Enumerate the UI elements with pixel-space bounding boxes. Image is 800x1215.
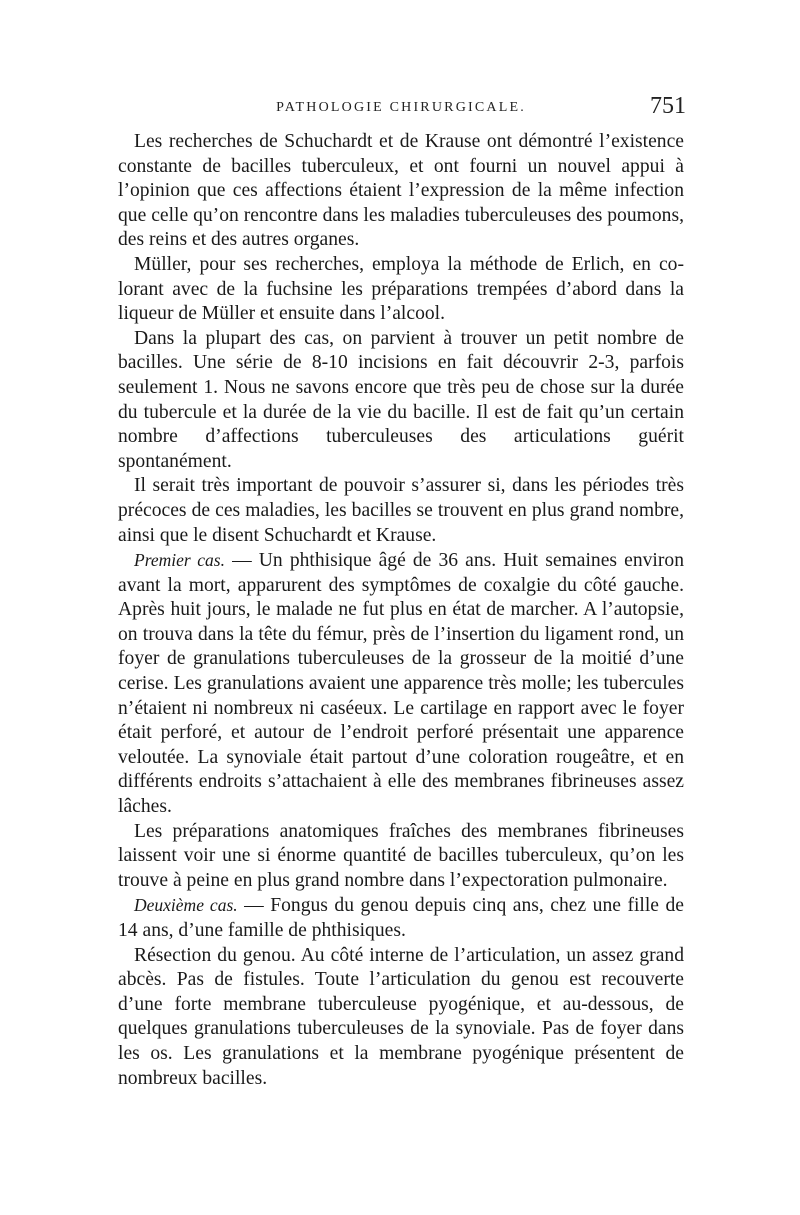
paragraph-2 xyxy=(118,253,684,327)
page-number: 751 xyxy=(650,93,686,119)
paragraph-text: Il serait très important de pouvoir s’assurer si, dans les périodes très précoces de ces maladies, les bacilles se trouvent en plus grand nombre, ainsi que le disent Schuchardt et Krause. xyxy=(118,475,684,546)
paragraph-text: Résection du genou. Au côté interne de l’articulation, un assez grand abcès. Pas de fistules. Toute l’articulation du genou est recouverte d’une forte membrane tuberculeuse pyogénique, et au-dessous, de quelques granulations tuberculeuses de la synoviale. Pas de foyer dans les os. Les granulations et la membrane pyogénique présentent de nombreux bacilles. xyxy=(118,944,684,1089)
paragraph-1 xyxy=(118,130,684,253)
paragraph-4 xyxy=(118,474,684,548)
paragraph-text: Les recherches de Schuchardt et de Krause ont démontré l’existence constante de bacilles tuberculeux, et ont fourni un nouvel appui à l’opinion que ces affections étaient l’expression de la même infection que celle qu’on rencontre dans les maladies tuberculeuses des poumons, des reins et des autres organes. xyxy=(118,131,684,251)
body-text xyxy=(118,130,684,1091)
case-heading: Deuxième cas. xyxy=(134,895,238,916)
paragraph-text: Müller, pour ses recherches, employa la méthode de Erlich, en colorant avec de la fuchsine les préparations trempées d’abord dans la liqueur de Müller et ensuite dans l’alcool. xyxy=(118,253,684,325)
running-header xyxy=(118,93,686,122)
case-heading: Premier cas. xyxy=(134,550,225,571)
paragraph-text: Les préparations anatomiques fraîches des membranes fibrineuses laissent voir une si énorme quantité de bacilles tuberculeux, qu’on les trouve à peine en plus grand nombre dans l’expectoration pulmonaire. xyxy=(118,820,684,891)
paragraph-8 xyxy=(118,944,684,1092)
paragraph-text: — Un phthisique âgé de 36 ans. Huit semaines environ avant la mort, apparurent des symptômes de coxalgie du côté gauche. Après huit jours, le malade ne fut plus en état de marcher. A l’autopsie, on trouva dans la tête du fémur, près de l’insertion du ligament rond, un foyer de granulations tuberculeuses de la grosseur de la moitié d’une cerise. Les granulations avaient une apparence très molle; les tubercules n’étaient ni nombreux ni caséeux. Le cartilage en rapport avec le foyer était perforé, et autour de l’endroit perforé présentait une apparence veloutée. La synoviale était partout d’une coloration rougeâtre, et en différents endroits s’attachaient à elle des membranes fibrineuses assez lâches. xyxy=(118,550,684,818)
paragraph-5 xyxy=(118,548,684,820)
paragraph-6 xyxy=(118,820,684,894)
paragraph-text: Dans la plupart des cas, on parvient à trouver un petit nombre de bacilles. Une série de 8-10 incisions en fait découvrir 2-3, parfois seulement 1. Nous ne savons encore que très peu de chose sur la durée du tubercule et la durée de la vie du bacille. Il est de fait qu’un certain nombre d’affections tuberculeuses des articulations guérit spontanément. xyxy=(118,327,684,472)
paragraph-7 xyxy=(118,893,684,943)
running-title: PATHOLOGIE CHIRURGICALE. xyxy=(276,100,526,115)
paragraph-text: — Fongus du genou depuis cinq ans, chez une fille de 14 ans, d’une famille de phthisiques. xyxy=(118,895,684,941)
paragraph-3 xyxy=(118,327,684,475)
